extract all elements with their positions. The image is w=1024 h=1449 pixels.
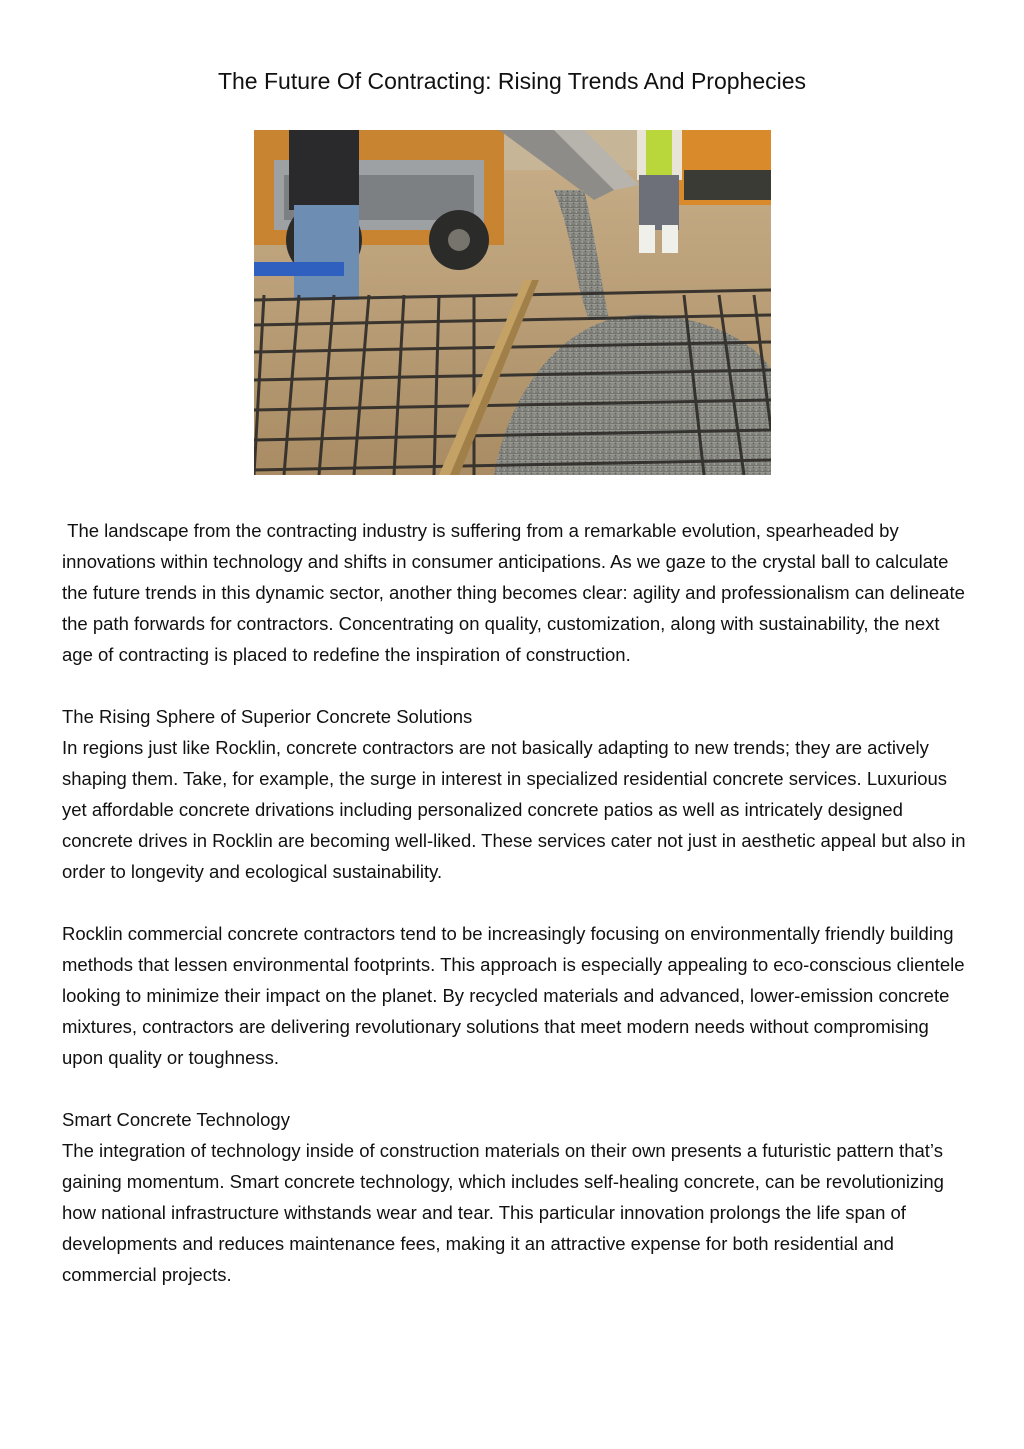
- section-body: In regions just like Rocklin, concrete contractors are not basically adapting to new trends; they are actively shaping them. Take, for example, the surge in interest in specialized residential concrete services. Luxurious yet affordable concrete drivations including personalized concrete patios as well as intricately designed concrete drives in Rocklin are becoming well-liked. These services cater not just in aesthetic appeal but also in order to longevity and ecological sustainability.: [62, 737, 971, 882]
- page-title: The Future Of Contracting: Rising Trends And Prophecies: [217, 68, 807, 94]
- section-body: The integration of technology inside of construction materials on their own presents a futuristic pattern that’s gaining momentum. Smart concrete technology, which includes self-healing concrete, can be revolutionizing how national infrastructure withstands wear and tear. This particular innovation prolongs the life span of developments and reduces maintenance fees, making it an attractive expense for both residential and commercial projects.: [62, 1140, 950, 1285]
- section-heading: Smart Concrete Technology: [62, 1109, 290, 1130]
- concrete-pour-photo: [254, 130, 771, 475]
- article-body: [62, 515, 972, 1321]
- section-smart-concrete: [62, 1104, 972, 1290]
- section-rising-sphere: [62, 701, 972, 887]
- commercial-contractors-paragraph: Rocklin commercial concrete contractors tend to be increasingly focusing on environmentally friendly building methods that lessen environmental footprints. This approach is especially appealing to eco-conscious clientele looking to minimize their impact on the planet. By recycled materials and advanced, lower-emission concrete mixtures, contractors are delivering revolutionary solutions that meet modern needs without compromising upon quality or toughness.: [62, 923, 970, 1068]
- intro-paragraph: The landscape from the contracting industry is suffering from a remarkable evolution, spearheaded by innovations within technology and shifts in consumer anticipations. As we gaze to the crystal ball to calculate the future trends in this dynamic sector, another thing becomes clear: agility and professionalism can delineate the path forwards for contractors. Concentrating on quality, customization, along with sustainability, the next age of contracting is placed to redefine the inspiration of construction.: [62, 520, 971, 665]
- section-heading: The Rising Sphere of Superior Concrete Solutions: [62, 706, 473, 727]
